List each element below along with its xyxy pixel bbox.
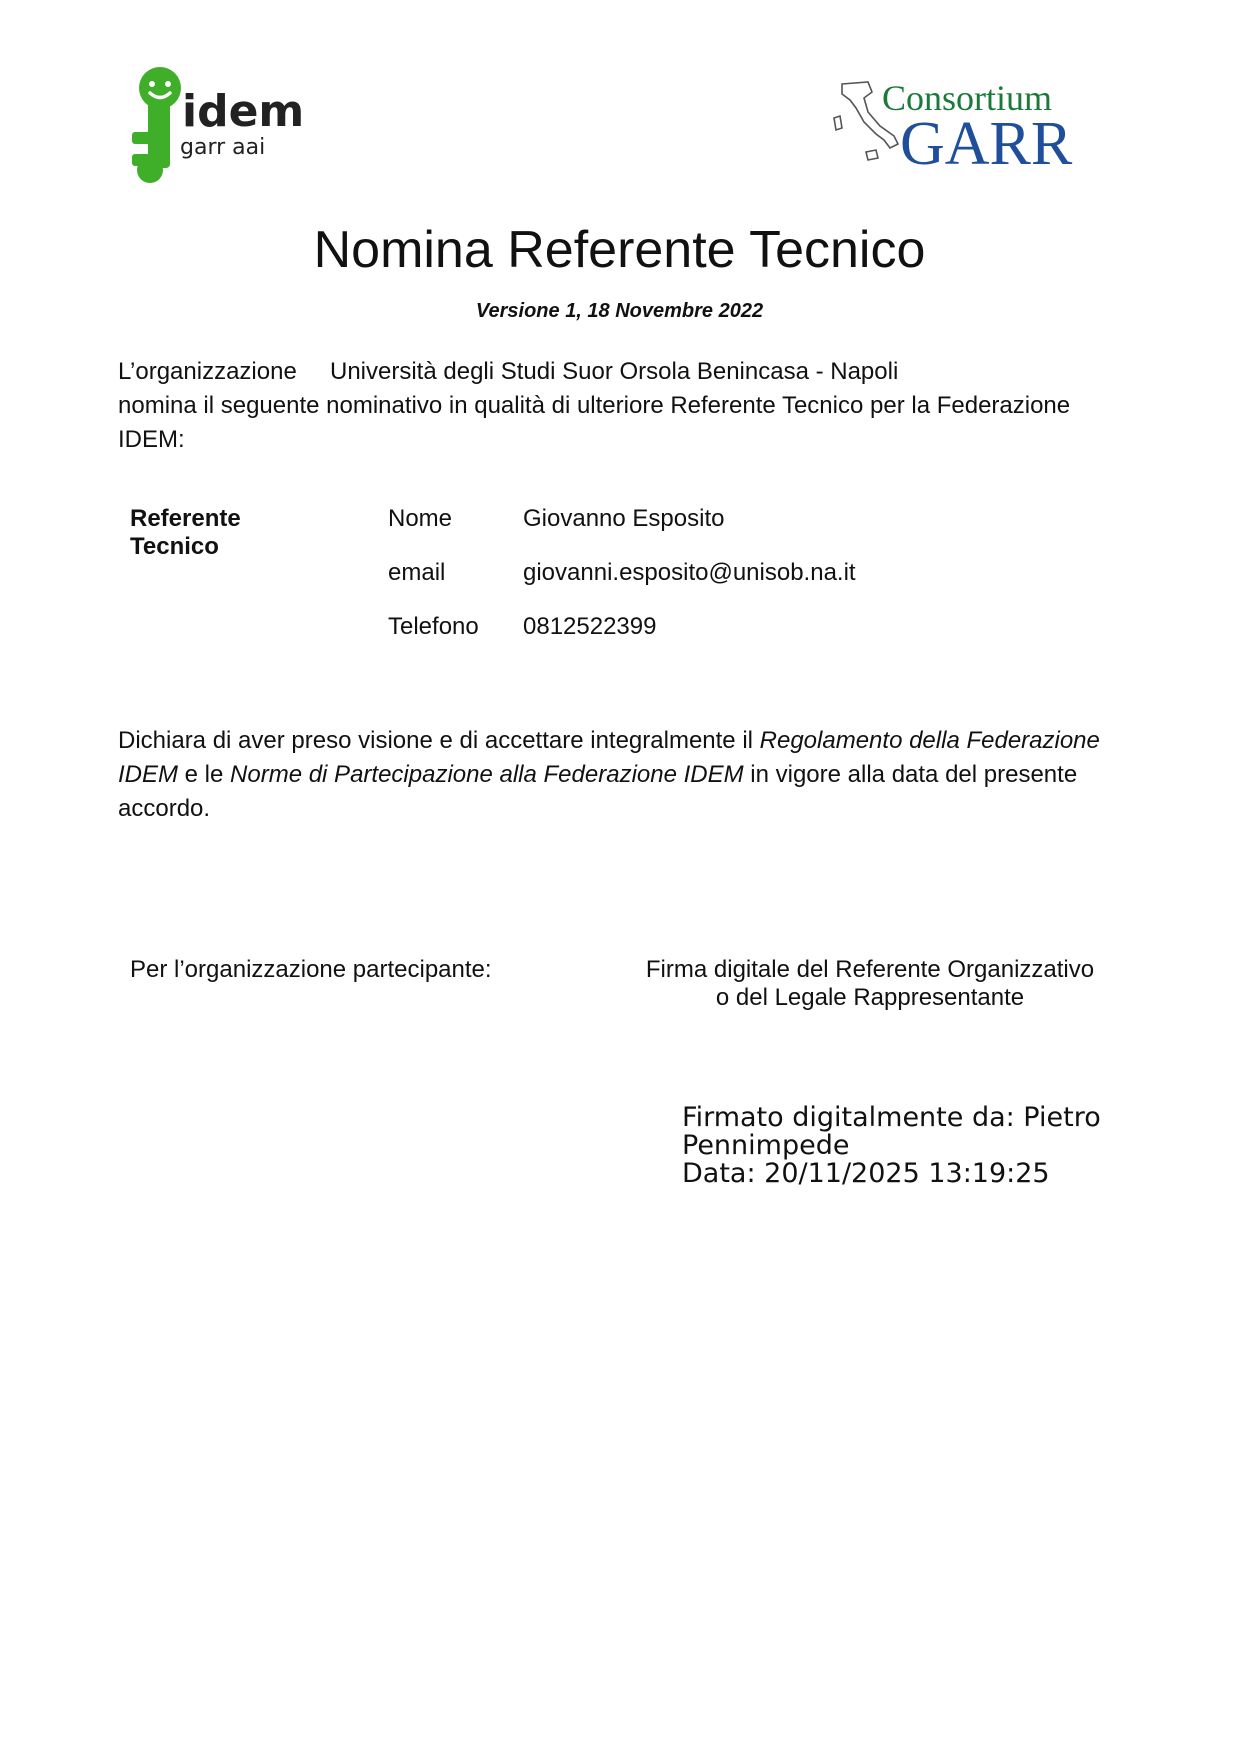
stamp-date: Data: 20/11/2025 13:19:25	[682, 1158, 1050, 1189]
contact-email-value: giovanni.esposito@unisob.na.it	[523, 559, 856, 586]
contact-section-label: Referente Tecnico	[130, 505, 241, 560]
stamp-signer-name: Pennimpede	[682, 1130, 850, 1161]
idem-logo-subtext: garr aai	[180, 135, 266, 160]
contact-field-label: Nome	[388, 505, 453, 532]
garr-logo	[828, 78, 1118, 170]
contact-field-label: Telefono	[388, 613, 479, 640]
intro-text: nomina il seguente nominativo in qualità di ulteriore Referente Tecnico per la Federazione IDEM:	[118, 392, 1071, 453]
document-title: Nomina Referente Tecnico	[313, 221, 926, 279]
stamp-signer-line: Firmato digitalmente da: Pietro	[682, 1102, 1101, 1133]
idem-logo	[128, 66, 328, 188]
contact-field-label: email	[388, 559, 446, 586]
intro-paragraph	[118, 355, 1128, 457]
organization-line	[118, 355, 1128, 389]
contact-name-value: Giovanno Esposito	[523, 505, 725, 532]
idem-logo-wordmark: idem	[182, 86, 305, 137]
document-version: Versione 1, 18 Novembre 2022	[475, 300, 764, 322]
organization-name: Università degli Studi Suor Orsola Benincasa - Napoli	[330, 358, 899, 385]
signature-role-label	[600, 956, 1140, 1012]
garr-logo-consortium: Consortium	[882, 78, 1053, 118]
signature-org-label: Per l’organizzazione partecipante:	[130, 956, 492, 983]
contact-phone-value: 0812522399	[523, 613, 657, 640]
digital-signature-stamp	[682, 1104, 1102, 1188]
declaration-text: in vigore alla data del presente accordo.	[118, 761, 1078, 822]
norme-reference: Norme di Partecipazione alla Federazione IDEM	[230, 761, 744, 788]
garr-logo-garr: GARR	[900, 110, 1073, 170]
regolamento-reference: Regolamento della Federazione IDEM	[118, 727, 1100, 788]
declaration-text: Dichiara di aver preso visione e di accettare integralmente il	[118, 727, 760, 754]
declaration-text: e le	[178, 761, 231, 788]
declaration-paragraph	[118, 724, 1128, 826]
signature-role-line: o del Legale Rappresentante	[715, 984, 1025, 1011]
signature-role-line: Firma digitale del Referente Organizzativo	[645, 956, 1095, 983]
organization-label: L’organizzazione	[118, 358, 297, 385]
